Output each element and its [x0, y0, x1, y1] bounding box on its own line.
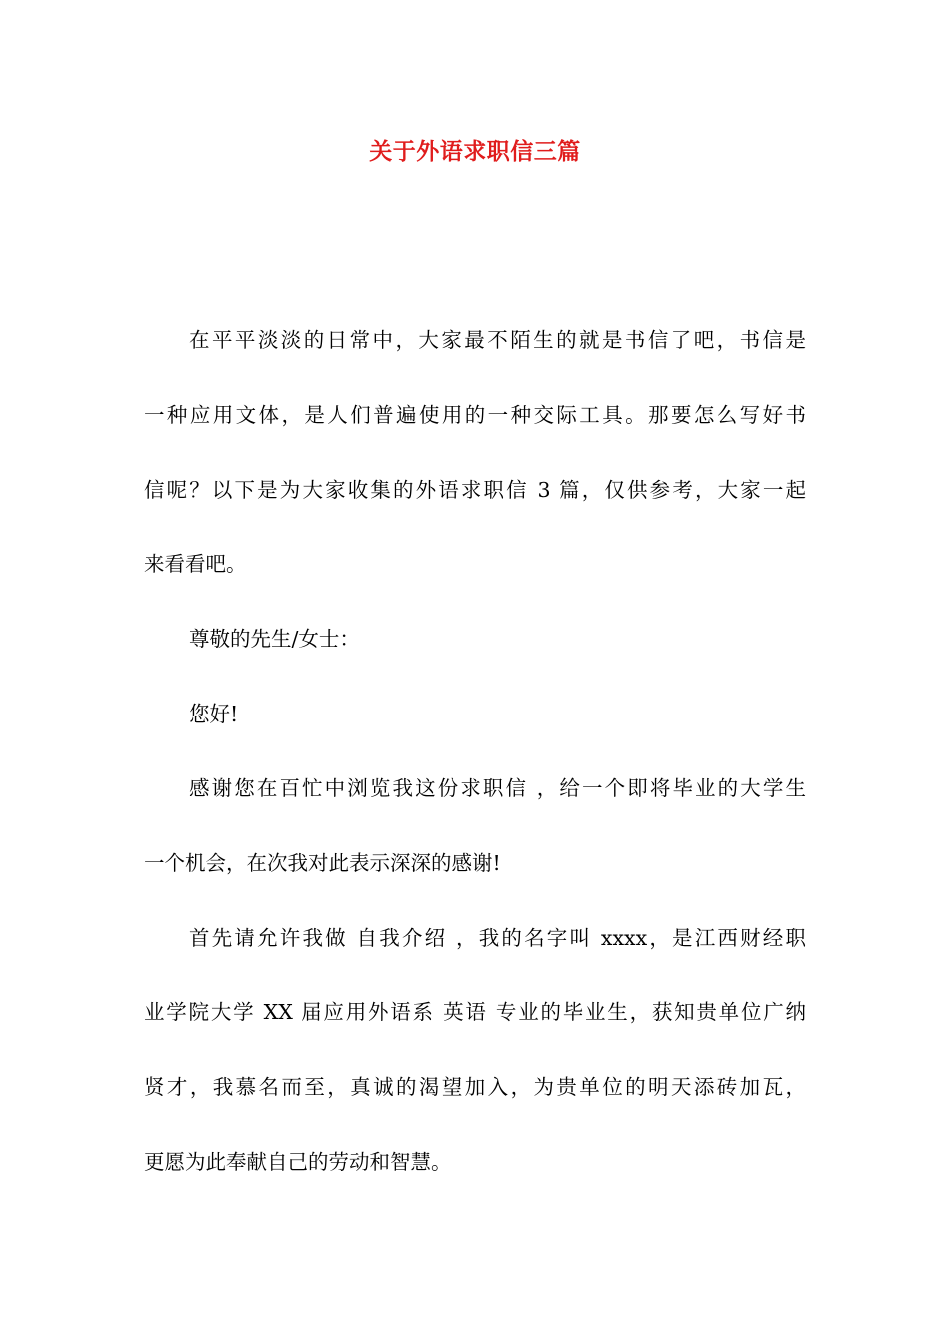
greeting: 您好! [189, 702, 239, 726]
document-title: 关于外语求职信三篇 [369, 139, 581, 165]
paragraph-line: 一个机会，在次我对此表示深深的感谢! [144, 851, 501, 875]
paragraph-line: 在平平淡淡的日常中，大家最不陌生的就是书信了吧，书信是 [189, 328, 806, 352]
paragraph-line: 来看看吧。 [144, 552, 247, 576]
paragraph-line: 感谢您在百忙中浏览我这份求职信 ，给一个即将毕业的大学生 [189, 776, 806, 800]
paragraph-line: 贤才，我慕名而至，真诚的渴望加入，为贵单位的明天添砖加瓦， [144, 1075, 806, 1099]
paragraph-line: 业学院大学 XX 届应用外语系 英语 专业的毕业生，获知贵单位广纳 [144, 1000, 806, 1024]
paragraph-line: 一种应用文体，是人们普遍使用的一种交际工具。那要怎么写好书 [144, 403, 806, 427]
salutation: 尊敬的先生/女士： [189, 627, 360, 651]
paragraph-line: 首先请允许我做 自我介绍 ，我的名字叫 xxxx，是江西财经职 [189, 926, 806, 950]
paragraph-line: 更愿为此奉献自己的劳动和智慧。 [144, 1150, 452, 1174]
paragraph-line: 信呢？以下是为大家收集的外语求职信 3 篇，仅供参考，大家一起 [144, 478, 806, 502]
